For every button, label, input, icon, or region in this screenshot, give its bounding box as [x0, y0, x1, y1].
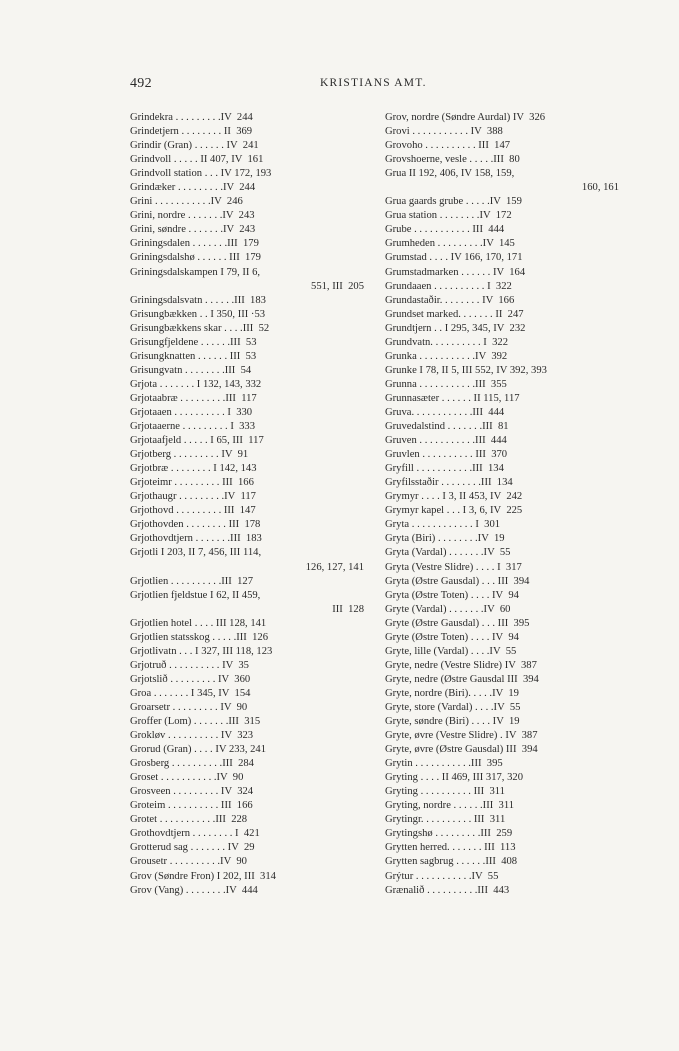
index-entry: Gryting, nordre . . . . . .III 311 [385, 800, 515, 812]
index-entry: Grjotaaen . . . . . . . . . . I 330 [130, 406, 253, 418]
index-entry: Grjotaaerne . . . . . . . . . I 333 [130, 421, 256, 433]
index-entry: Grisungfjeldene . . . . . .III 53 [130, 336, 257, 348]
index-entry: Grytin . . . . . . . . . . .III 395 [385, 758, 503, 770]
index-entry: Grindir (Gran) . . . . . . IV 241 [130, 140, 259, 152]
index-entry: Grisungvatn . . . . . . . .III 54 [130, 364, 252, 376]
index-entry: Grotterud sag . . . . . . . IV 29 [130, 842, 255, 854]
index-entry: Grisungknatten . . . . . . III 53 [130, 350, 257, 362]
index-entry: Grjotli I 203, II 7, 456, III 114, [130, 547, 262, 559]
index-entry: Grjotlien statsskog . . . . .III 126 [130, 631, 268, 643]
index-entry: Gryta (Vestre Slidre) . . . . I 317 [385, 561, 522, 573]
index-entry: Grindæker . . . . . . . . .IV 244 [130, 182, 256, 194]
index-entry: Grua station . . . . . . . .IV 172 [385, 210, 512, 222]
index-entry: Grousetr . . . . . . . . . .IV 90 [130, 856, 247, 868]
index-entry: Grjothovden . . . . . . . . III 178 [130, 519, 261, 531]
page-header [130, 76, 620, 92]
index-entry: Grytingr. . . . . . . . . . III 311 [385, 814, 506, 826]
index-entry: Grýtur . . . . . . . . . . .IV 55 [385, 870, 499, 882]
index-entry: Grjotlien fjeldstue I 62, II 459, [130, 589, 261, 601]
index-entry: Grindvoll station . . . IV 172, 193 [130, 168, 272, 180]
index-entry: Grjoteimr . . . . . . . . . III 166 [130, 477, 254, 489]
index-entry: Grini, nordre . . . . . . .IV 243 [130, 210, 255, 222]
index-entry: Gryta (Østre Toten) . . . . IV 94 [385, 589, 519, 601]
index-entry: Grytingshø . . . . . . . . .III 259 [385, 828, 513, 840]
index-entry: Gryta (Biri) . . . . . . . .IV 19 [385, 533, 505, 545]
index-entry: Grjotruð . . . . . . . . . . IV 35 [130, 659, 249, 671]
index-entry: Grundastaðir. . . . . . . . IV 166 [385, 294, 515, 306]
index-entry: Groffer (Lom) . . . . . . .III 315 [130, 716, 261, 728]
index-entry: Grunna . . . . . . . . . . .III 355 [385, 378, 507, 390]
index-column-right [385, 111, 619, 898]
index-entry: Grunka . . . . . . . . . . .IV 392 [385, 350, 508, 362]
index-entry: Gryting . . . . II 469, III 317, 320 [385, 772, 523, 784]
index-entry: Grovi . . . . . . . . . . . IV 388 [385, 126, 503, 138]
index-entry: Grovshoerne, vesle . . . . .III 80 [385, 154, 520, 166]
index-entry: Gryte (Østre Gausdal) . . . III 395 [385, 617, 530, 629]
index-entry: Grjotbræ . . . . . . . . I 142, 143 [130, 463, 257, 475]
index-entry: Grothovdtjern . . . . . . . . I 421 [130, 828, 260, 840]
index-entry: Grokløv . . . . . . . . . . IV 323 [130, 730, 254, 742]
index-entry: Grindetjern . . . . . . . . II 369 [130, 126, 253, 138]
index-entry: Grytten herred. . . . . . . III 113 [385, 842, 516, 854]
index-entry: Grov (Vang) . . . . . . . .IV 444 [130, 884, 258, 896]
index-entry: Grumheden . . . . . . . . .IV 145 [385, 238, 515, 250]
index-entry: Grosberg . . . . . . . . . .III 284 [130, 758, 254, 770]
index-entry: Grundtjern . . I 295, 345, IV 232 [385, 322, 526, 334]
index-entry: Gryte (Vardal) . . . . . . .IV 60 [385, 603, 511, 615]
index-entry: Grjota . . . . . . . I 132, 143, 332 [130, 378, 262, 390]
index-entry: Grotet . . . . . . . . . . .III 228 [130, 814, 248, 826]
index-entry: Gryte (Østre Toten) . . . . IV 94 [385, 631, 519, 643]
index-entry: Grundset marked. . . . . . . II 247 [385, 308, 524, 320]
index-entry: Grjotberg . . . . . . . . . IV 91 [130, 449, 249, 461]
page-number: 492 [130, 76, 152, 91]
index-entry: Griningsdalskampen I 79, II 6, [130, 266, 261, 278]
index-entry: Gryte, nedre (Østre Gausdal III 394 [385, 673, 539, 685]
index-entry: Griningsdalen . . . . . . .III 179 [130, 238, 259, 250]
index-entry: Gryfill . . . . . . . . . . .III 134 [385, 463, 504, 475]
index-entry: Grundaaen . . . . . . . . . . I 322 [385, 280, 512, 292]
index-column-left [130, 111, 364, 898]
index-entry: Gryte, nordre (Biri). . . . .IV 19 [385, 687, 519, 699]
index-entry: Grjothovd . . . . . . . . . III 147 [130, 505, 256, 517]
index-entry: Grosveen . . . . . . . . . IV 324 [130, 786, 254, 798]
index-entry: Grisungbækkens skar . . . .III 52 [130, 322, 270, 334]
index-entry: Grjothovdtjern . . . . . . .III 183 [130, 533, 262, 545]
index-entry: Grov (Søndre Fron) I 202, III 314 [130, 870, 276, 882]
index-entry: Gryting . . . . . . . . . . III 311 [385, 786, 505, 798]
index-entry: Grumstad . . . . IV 166, 170, 171 [385, 252, 523, 264]
index-entry: Gryte, øvre (Vestre Slidre) . IV 387 [385, 730, 538, 742]
index-entry: Groteim . . . . . . . . . . III 166 [130, 800, 253, 812]
index-entry: Grumstadmarken . . . . . . IV 164 [385, 266, 526, 278]
index-entry: Grube . . . . . . . . . . . III 444 [385, 224, 505, 236]
index-entry: Grjotslið . . . . . . . . . IV 360 [130, 673, 251, 685]
index-entry: Grjotlien hotel . . . . III 128, 141 [130, 617, 267, 629]
index-entry: Grua gaards grube . . . . .IV 159 [385, 196, 522, 208]
index-entry: Gruva. . . . . . . . . . . .III 444 [385, 406, 505, 418]
index-entry: Gryfilsstaðir . . . . . . . .III 134 [385, 477, 513, 489]
index-entry: Gryta (Østre Gausdal) . . . III 394 [385, 575, 530, 587]
index-entry: Grytten sagbrug . . . . . .III 408 [385, 856, 518, 868]
index-entry: Gryte, nedre (Vestre Slidre) IV 387 [385, 659, 537, 671]
index-entry: Grorud (Gran) . . . . IV 233, 241 [130, 744, 267, 756]
index-entry: Gryte, søndre (Biri) . . . . IV 19 [385, 716, 520, 728]
index-entry: Grymyr . . . . I 3, II 453, IV 242 [385, 491, 523, 503]
index-entry: Grisungbækken . . I 350, III ·53 [130, 308, 266, 320]
index-entry: Groarsetr . . . . . . . . . IV 90 [130, 701, 248, 713]
index-entry: Grjothaugr . . . . . . . . .IV 117 [130, 491, 256, 503]
index-entry: Gryte, store (Vardal) . . . .IV 55 [385, 701, 521, 713]
running-title: KRISTIANS AMT. [320, 77, 427, 89]
index-entry: 551, III 205 [311, 280, 364, 292]
index-entry: Gruven . . . . . . . . . . .III 444 [385, 435, 507, 447]
index-entry: Gruvlen . . . . . . . . . . III 370 [385, 449, 508, 461]
index-entry: Grunnasæter . . . . . . II 115, 117 [385, 392, 520, 404]
index-entry: Grjotlivatn . . . I 327, III 118, 123 [130, 645, 273, 657]
index-entry: Grjotaabræ . . . . . . . . .III 117 [130, 392, 257, 404]
index-entry: Gruvedalstind . . . . . . .III 81 [385, 421, 509, 433]
index-entry: Grunke I 78, II 5, III 552, IV 392, 393 [385, 364, 547, 376]
index-entry: Grjotlien . . . . . . . . . .III 127 [130, 575, 253, 587]
index-entry: Groa . . . . . . . I 345, IV 154 [130, 687, 251, 699]
index-entry: Gryte, lille (Vardal) . . . .IV 55 [385, 645, 517, 657]
index-entry: Grænalið . . . . . . . . . .III 443 [385, 884, 510, 896]
index-entry: Groset . . . . . . . . . . .IV 90 [130, 772, 244, 784]
index-entry: Gryta (Vardal) . . . . . . .IV 55 [385, 547, 511, 559]
index-entry: Gryte, øvre (Østre Gausdal) III 394 [385, 744, 538, 756]
index-entry: Grymyr kapel . . . I 3, 6, IV 225 [385, 505, 523, 517]
index-entry: Grini, søndre . . . . . . .IV 243 [130, 224, 256, 236]
index-entry: Griningsdalsvatn . . . . . .III 183 [130, 294, 266, 306]
index-entry: Grov, nordre (Søndre Aurdal) IV 326 [385, 112, 546, 123]
index-entry: 126, 127, 141 [305, 561, 364, 573]
index-entry: 160, 161 [581, 182, 619, 194]
index-entry: Grindvoll . . . . . II 407, IV 161 [130, 154, 264, 166]
index-entry: Grini . . . . . . . . . . .IV 246 [130, 196, 243, 208]
index-entry: Grjotaafjeld . . . . . I 65, III 117 [130, 435, 264, 447]
index-entry: Griningsdalshø . . . . . . III 179 [130, 252, 261, 264]
index-entry: Gryta . . . . . . . . . . . . I 301 [385, 519, 501, 531]
index-entry: Grovoho . . . . . . . . . . III 147 [385, 140, 511, 152]
index-entry: III 128 [332, 603, 364, 615]
index-entry: Grua II 192, 406, IV 158, 159, [385, 168, 515, 180]
index-entry: Grundvatn. . . . . . . . . . I 322 [385, 336, 508, 348]
index-entry: Grindekra . . . . . . . . .IV 244 [130, 112, 253, 123]
